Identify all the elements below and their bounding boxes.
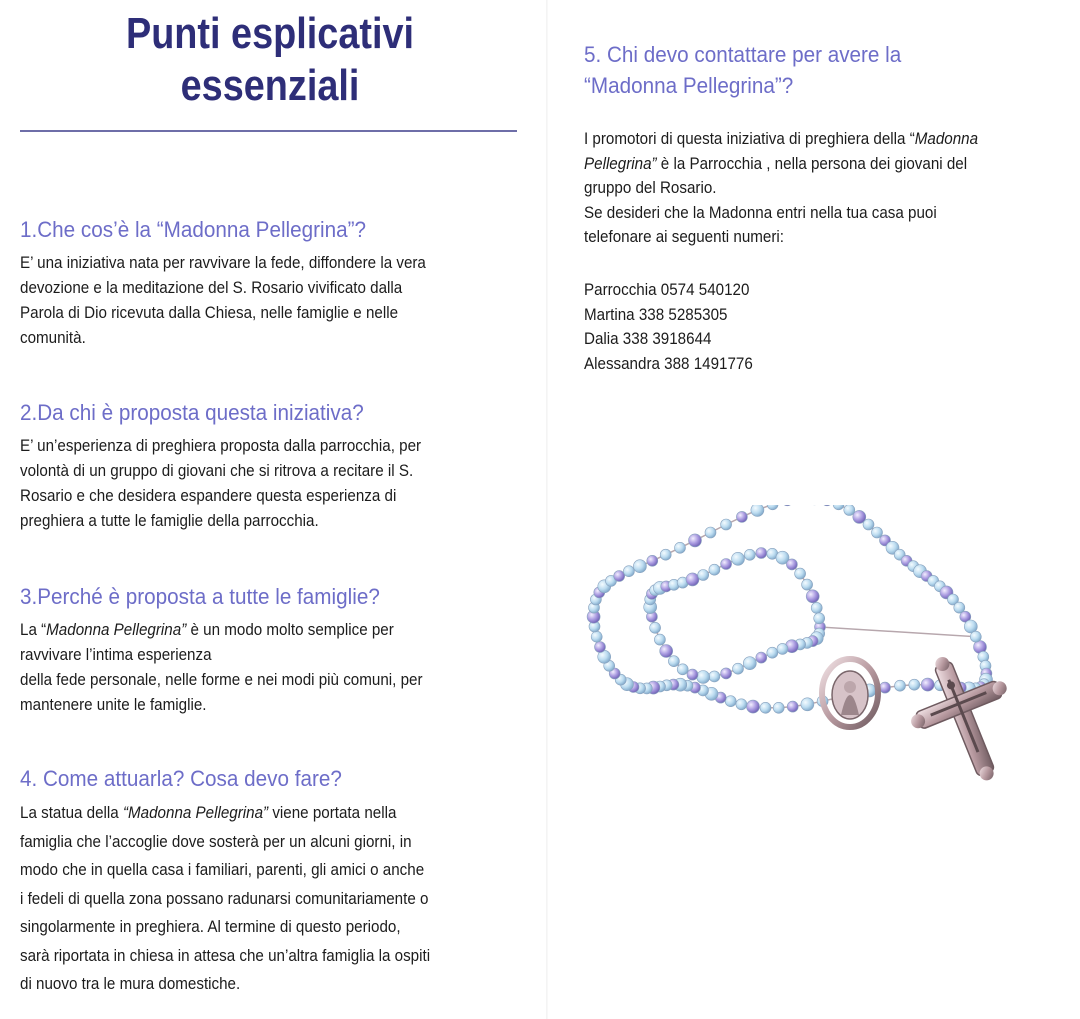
section-3-line-1-emphasis: Madonna Pellegrina”	[46, 621, 187, 639]
rosary-bead	[844, 505, 855, 516]
rosary-bead	[801, 698, 814, 711]
rosary-bead	[811, 602, 822, 613]
rosary-bead	[721, 559, 732, 570]
section-3-body	[20, 618, 423, 718]
rosary-bead	[686, 573, 699, 586]
rosary-bead	[751, 505, 764, 517]
section-4-line-1-post: viene portata nella	[268, 804, 397, 822]
rosary-bead	[736, 511, 747, 522]
rosary-bead	[725, 696, 736, 707]
rosary-bead	[721, 519, 732, 530]
contact-list	[584, 278, 753, 376]
contact-item: Alessandra 388 1491776	[584, 354, 753, 373]
rosary-bead	[623, 566, 634, 577]
rosary-bead	[909, 679, 920, 690]
section-5-heading-line-1: 5. Chi devo contattare per avere la	[584, 42, 902, 67]
rosary-bead	[767, 647, 778, 658]
section-3-line: della fede personale, nelle forme e nei modi più comuni, per	[20, 671, 423, 689]
section-3-line-1-pre: La “	[20, 621, 47, 639]
section-2-line: preghiera a tutte le famiglie della parrocchia.	[20, 512, 319, 530]
rosary-bead	[697, 671, 710, 684]
section-3-line: ravvivare l’intima esperienza	[20, 646, 212, 664]
title-divider	[20, 130, 517, 132]
rosary-bead	[744, 549, 755, 560]
rosary-bead	[675, 542, 686, 553]
section-5-line-2-emphasis: Pellegrina”	[584, 154, 657, 173]
crucifix-icon	[892, 638, 1025, 795]
section-1-body	[20, 251, 426, 351]
section-4-line	[20, 799, 430, 828]
rosary-bead	[733, 663, 744, 674]
rosary-bead	[802, 579, 813, 590]
page-fold	[546, 0, 548, 1019]
rosary-bead	[668, 656, 679, 667]
rosary-bead	[863, 519, 874, 530]
rosary-bead	[921, 678, 934, 691]
section-4-line: famiglia che l’accoglie dove sosterà per un alcuni giorni, in	[20, 832, 412, 851]
contact-item: Parrocchia 0574 540120	[584, 281, 750, 299]
section-3-line	[20, 618, 423, 643]
section-5-heading	[584, 39, 901, 101]
section-5-body	[584, 127, 978, 250]
section-4-heading: 4. Come attuarla? Cosa devo fare?	[20, 766, 342, 791]
section-1-heading: 1.Che cos’è la “Madonna Pellegrina”?	[20, 217, 367, 242]
rosary-bead	[787, 701, 798, 712]
contact-item: Martina 338 5285305	[584, 305, 728, 324]
rosary-bead	[654, 634, 665, 645]
rosary-bead	[814, 613, 825, 624]
section-1-line: comunità.	[20, 329, 86, 347]
page-title	[64, 8, 477, 112]
rosary-bead	[782, 505, 793, 506]
rosary-bead	[773, 702, 784, 713]
rosary-bead	[721, 668, 732, 679]
rosary-bead	[614, 571, 625, 582]
section-3-line-1-post: è un modo molto semplice per	[186, 621, 394, 639]
rosary-bead	[732, 552, 745, 565]
section-1-line: E’ una iniziativa nata per ravvivare la fede, diffondere la vera	[20, 254, 426, 272]
section-2-line: volontà di un gruppo di giovani che si ritrova a recitare il S.	[20, 462, 414, 480]
rosary-bead	[756, 652, 767, 663]
section-4-line: modo che in quella casa i familiari, parenti, gli amici o anche	[20, 861, 425, 879]
rosary-bead	[880, 682, 891, 693]
section-5-line	[584, 152, 978, 177]
section-3-line: mantenere unite le famiglie.	[20, 696, 207, 714]
rosary-bead	[822, 505, 833, 506]
section-1-line: Parola di Dio ricevuta dalla Chiesa, nelle famiglie e nelle	[20, 304, 399, 322]
rosary-bead	[591, 631, 602, 642]
section-4-line: i fedeli di quella zona possano radunarsi comunitariamente o	[20, 889, 429, 908]
rosary-bead	[795, 568, 806, 579]
rosary-bead	[895, 680, 906, 691]
rosary-bead	[777, 643, 788, 654]
section-5-line: gruppo del Rosario.	[584, 179, 717, 197]
rosary-bead	[698, 570, 709, 581]
section-3-heading: 3.Perché è proposta a tutte le famiglie?	[20, 584, 380, 609]
section-4-line: sarà riportata in chiesa in attesa che un’altra famiglia la ospiti	[20, 946, 431, 965]
rosary-bead	[970, 631, 981, 642]
rosary-bead	[595, 642, 606, 653]
section-2-line: E’ un’esperienza di preghiera proposta dalla parrocchia, per	[20, 437, 422, 455]
page-title-line-2: essenziali	[180, 61, 360, 110]
section-5-line-1-emphasis: Madonna	[914, 130, 979, 148]
rosary-bead	[689, 534, 702, 547]
section-4-body	[20, 799, 430, 999]
rosary-bead	[756, 548, 767, 559]
section-4-line: di nuovo tra le mura domestiche.	[20, 975, 241, 993]
section-5-line-2-post: è la Parrocchia , nella persona dei giovani del	[656, 154, 968, 173]
rosary-bead	[747, 700, 760, 713]
rosary-bead	[660, 549, 671, 560]
section-5-line: telefonare ai seguenti numeri:	[584, 228, 784, 246]
rosary-photo	[585, 505, 1025, 795]
rosary-bead	[709, 671, 720, 682]
rosary-bead	[677, 664, 688, 675]
rosary-bead	[806, 590, 819, 603]
page-title-line-1: Punti esplicativi	[125, 9, 415, 58]
section-4-line-1-pre: La statua della	[20, 804, 123, 822]
rosary-bead	[709, 564, 720, 575]
rosary-bead	[633, 560, 646, 573]
section-2-heading: 2.Da chi è proposta questa iniziativa?	[20, 400, 364, 425]
rosary-bead	[660, 645, 673, 658]
rosary-bead	[687, 669, 698, 680]
rosary-bead	[743, 657, 756, 670]
rosary-bead	[786, 559, 797, 570]
rosary-beads	[587, 505, 992, 713]
contact-item: Dalia 338 3918644	[584, 330, 712, 348]
section-2-line: Rosario e che desidera espandere questa esperienza di	[20, 487, 397, 505]
section-4-line-1-emphasis: “Madonna Pellegrina”	[122, 804, 269, 822]
rosary-bead	[760, 702, 771, 713]
rosary-bead	[650, 622, 661, 633]
section-1-line: devozione e la meditazione del S. Rosario vivificato dalla	[20, 279, 403, 297]
section-2-body	[20, 434, 421, 534]
rosary-bead	[833, 505, 844, 510]
rosary-bead	[705, 527, 716, 538]
section-5-line-1-pre: I promotori di questa iniziativa di preghiera della “	[584, 130, 915, 148]
rosary-bead	[647, 555, 658, 566]
section-4-line: singolarmente in preghiera. Al termine di questo periodo,	[20, 918, 401, 936]
rosary-bead	[736, 699, 747, 710]
section-5-line: Se desideri che la Madonna entri nella tua casa puoi	[584, 203, 937, 222]
section-5-line	[584, 127, 978, 152]
rosary-bead	[767, 505, 778, 510]
section-5-heading-line-2: “Madonna Pellegrina”?	[584, 73, 794, 98]
